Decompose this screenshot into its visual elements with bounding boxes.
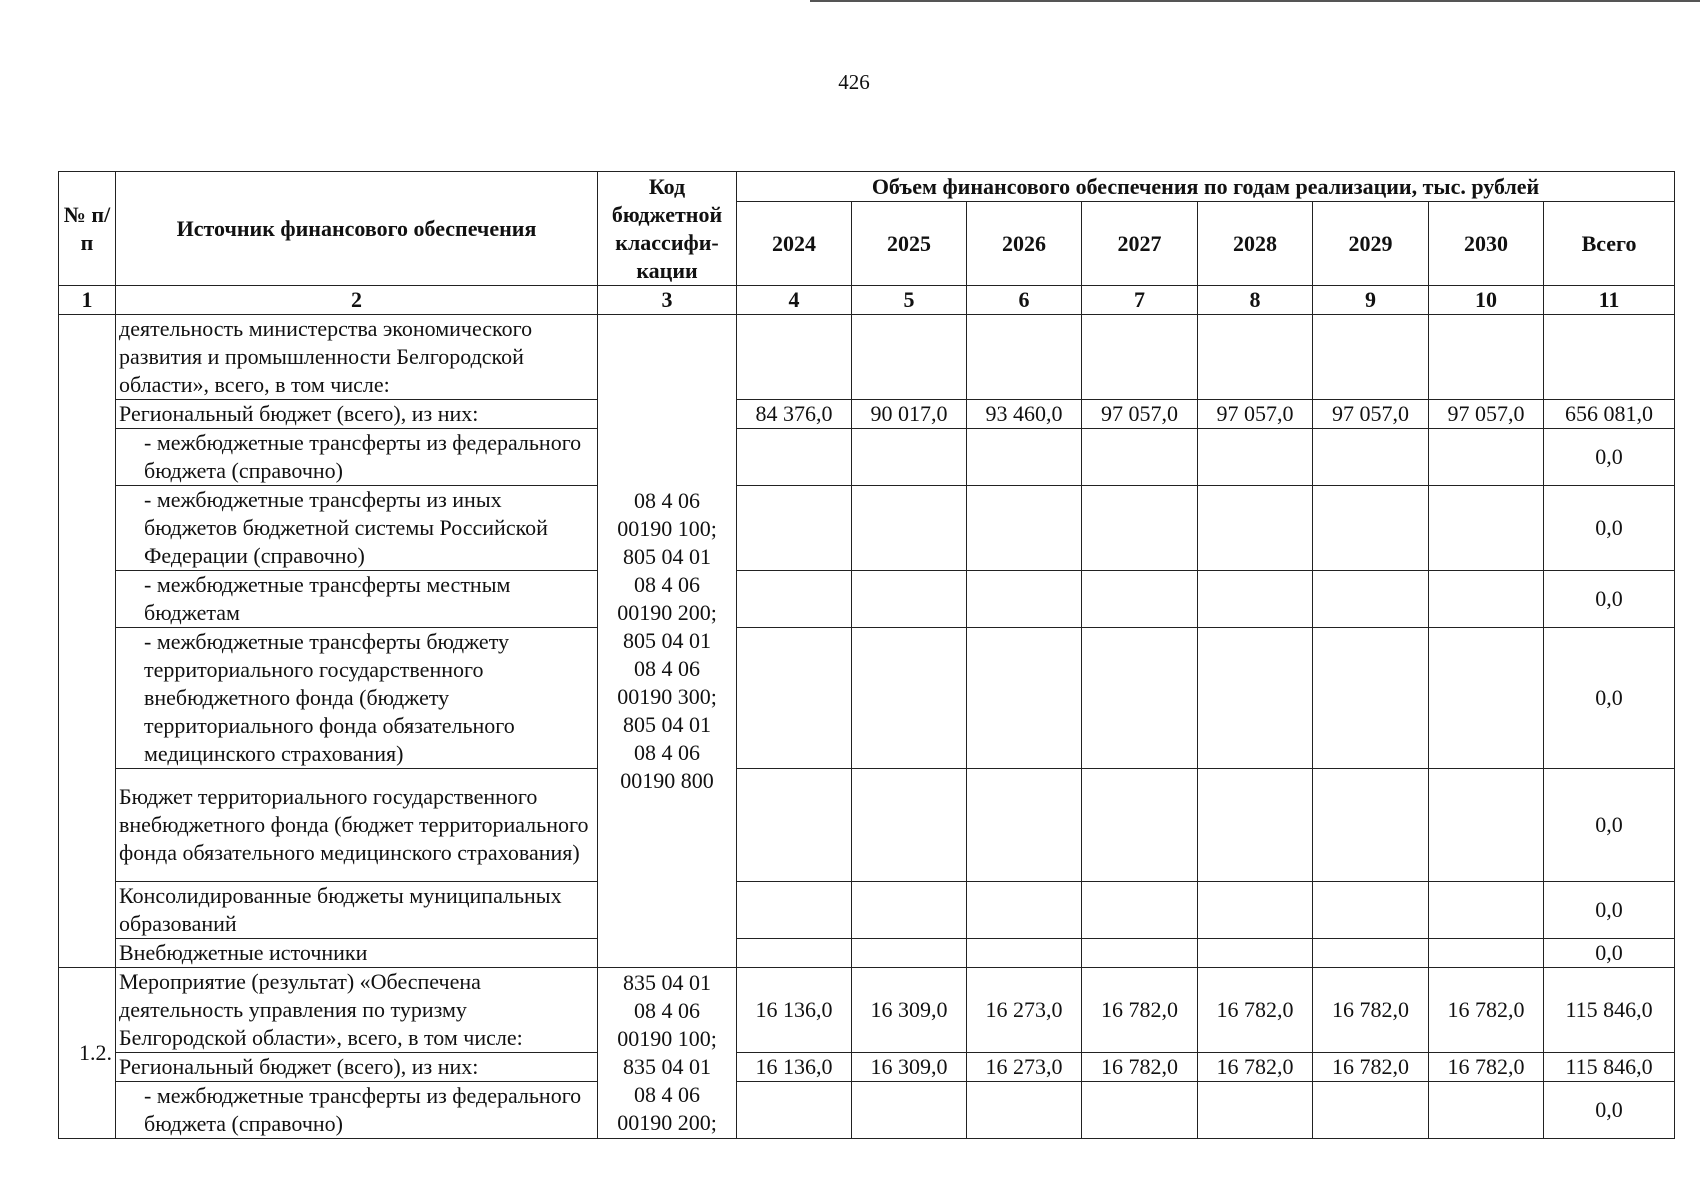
budget-code-line: 08 4 06 — [634, 488, 700, 513]
value-cell: 93 460,0 — [967, 400, 1082, 429]
value-cell — [1198, 571, 1313, 628]
budget-code-line: 805 04 01 — [623, 544, 711, 569]
header-year-2027: 2027 — [1082, 202, 1198, 286]
budget-code-cell — [598, 315, 737, 968]
total-cell: 656 081,0 — [1544, 400, 1675, 429]
value-cell: 16 782,0 — [1429, 968, 1544, 1053]
total-cell: 0,0 — [1544, 882, 1675, 939]
value-cell — [737, 486, 852, 571]
row-source: деятельность министерства экономического развития и промышленности Белгородской области», всего, в том числе: — [116, 315, 598, 400]
value-cell — [852, 939, 967, 968]
value-cell — [1313, 1082, 1429, 1139]
value-cell: 97 057,0 — [1313, 400, 1429, 429]
value-cell: 16 273,0 — [967, 1053, 1082, 1082]
value-cell — [1082, 315, 1198, 400]
total-cell: 0,0 — [1544, 628, 1675, 769]
value-cell — [967, 769, 1082, 882]
value-cell — [852, 1082, 967, 1139]
row-source: Бюджет территориального государственного внебюджетного фонда (бюджет территориального фонда обязательного медицинского страхования) — [116, 769, 598, 882]
table-row — [59, 939, 1675, 968]
total-cell: 0,0 — [1544, 939, 1675, 968]
value-cell — [1082, 486, 1198, 571]
value-cell: 97 057,0 — [1082, 400, 1198, 429]
value-cell: 16 782,0 — [1429, 1053, 1544, 1082]
header-row-1 — [59, 172, 1675, 202]
value-cell — [1313, 882, 1429, 939]
total-cell: 115 846,0 — [1544, 968, 1675, 1053]
table-row — [59, 769, 1675, 882]
table-row — [59, 429, 1675, 486]
table-row — [59, 486, 1675, 571]
row-num: 1.2. — [59, 968, 116, 1139]
value-cell — [967, 315, 1082, 400]
value-cell — [1082, 429, 1198, 486]
col-number: 2 — [116, 286, 598, 315]
value-cell — [737, 315, 852, 400]
header-source: Источник финансового обеспечения — [116, 172, 598, 286]
table-row — [59, 315, 1675, 400]
budget-code-line: 00190 200; — [617, 600, 717, 625]
row-source: Региональный бюджет (всего), из них: — [116, 1053, 598, 1082]
header-year-2026: 2026 — [967, 202, 1082, 286]
header-year-2030: 2030 — [1429, 202, 1544, 286]
value-cell — [852, 486, 967, 571]
total-cell: 115 846,0 — [1544, 1053, 1675, 1082]
value-cell — [1313, 939, 1429, 968]
value-cell — [1429, 939, 1544, 968]
value-cell — [1313, 486, 1429, 571]
value-cell — [1429, 486, 1544, 571]
value-cell — [1198, 1082, 1313, 1139]
col-number: 5 — [852, 286, 967, 315]
value-cell — [737, 939, 852, 968]
value-cell — [1429, 628, 1544, 769]
header-volume: Объем финансового обеспечения по годам реализации, тыс. рублей — [737, 172, 1675, 202]
row-source: Региональный бюджет (всего), из них: — [116, 400, 598, 429]
value-cell — [1429, 769, 1544, 882]
value-cell: 90 017,0 — [852, 400, 967, 429]
value-cell — [967, 486, 1082, 571]
value-cell: 97 057,0 — [1198, 400, 1313, 429]
value-cell: 84 376,0 — [737, 400, 852, 429]
value-cell: 16 309,0 — [852, 1053, 967, 1082]
value-cell — [737, 1082, 852, 1139]
value-cell — [1313, 315, 1429, 400]
value-cell — [852, 429, 967, 486]
value-cell: 97 057,0 — [1429, 400, 1544, 429]
value-cell — [852, 315, 967, 400]
value-cell — [737, 429, 852, 486]
table-row — [59, 571, 1675, 628]
col-number: 3 — [598, 286, 737, 315]
total-cell: 0,0 — [1544, 769, 1675, 882]
value-cell — [852, 571, 967, 628]
budget-code-line: 00190 100; — [617, 1026, 717, 1051]
budget-code-cell — [598, 968, 737, 1139]
value-cell — [737, 769, 852, 882]
value-cell — [852, 628, 967, 769]
value-cell — [1082, 939, 1198, 968]
header-year-2025: 2025 — [852, 202, 967, 286]
table-row — [59, 882, 1675, 939]
value-cell — [1198, 939, 1313, 968]
row-source: Мероприятие (результат) «Обеспечена деятельность управления по туризму Белгородской области», всего, в том числе: — [116, 968, 598, 1053]
budget-code-line: 00190 300; — [617, 684, 717, 709]
col-number: 9 — [1313, 286, 1429, 315]
value-cell — [1313, 769, 1429, 882]
value-cell — [1198, 315, 1313, 400]
budget-code-line: 835 04 01 — [623, 1054, 711, 1079]
total-cell: 0,0 — [1544, 1082, 1675, 1139]
value-cell — [852, 882, 967, 939]
header-total: Всего — [1544, 202, 1675, 286]
header-year-2029: 2029 — [1313, 202, 1429, 286]
row-source: Консолидированные бюджеты муниципальных образований — [116, 882, 598, 939]
value-cell: 16 273,0 — [967, 968, 1082, 1053]
total-cell: 0,0 — [1544, 571, 1675, 628]
budget-code-line: 805 04 01 — [623, 628, 711, 653]
col-number: 7 — [1082, 286, 1198, 315]
value-cell — [1429, 571, 1544, 628]
value-cell — [737, 628, 852, 769]
value-cell — [1198, 628, 1313, 769]
top-rule — [810, 0, 1700, 2]
budget-code-line: 835 04 01 — [623, 970, 711, 995]
value-cell — [1082, 882, 1198, 939]
table-row — [59, 1053, 1675, 1082]
value-cell — [1429, 882, 1544, 939]
col-number: 6 — [967, 286, 1082, 315]
value-cell: 16 782,0 — [1313, 968, 1429, 1053]
row-source: - межбюджетные трансферты из федерального бюджета (справочно) — [116, 1082, 598, 1139]
value-cell — [1082, 571, 1198, 628]
row-source: - межбюджетные трансферты местным бюджетам — [116, 571, 598, 628]
value-cell — [737, 882, 852, 939]
row-source: - межбюджетные трансферты из иных бюджетов бюджетной системы Российской Федерации (справочно) — [116, 486, 598, 571]
value-cell — [1198, 882, 1313, 939]
page-number: 426 — [838, 70, 870, 94]
header-num: № п/п — [59, 172, 116, 286]
total-cell: 0,0 — [1544, 486, 1675, 571]
value-cell — [967, 939, 1082, 968]
budget-code-line: 08 4 06 — [634, 998, 700, 1023]
row-source: - межбюджетные трансферты бюджету территориального государственного внебюджетного фонда (бюджету территориального фонда обязательного медицинского страхования) — [116, 628, 598, 769]
value-cell — [967, 1082, 1082, 1139]
col-number: 10 — [1429, 286, 1544, 315]
value-cell — [1198, 769, 1313, 882]
value-cell — [1313, 628, 1429, 769]
row-num — [59, 315, 116, 968]
value-cell: 16 782,0 — [1082, 1053, 1198, 1082]
value-cell: 16 782,0 — [1082, 968, 1198, 1053]
value-cell — [967, 882, 1082, 939]
budget-code-line: 08 4 06 — [634, 740, 700, 765]
value-cell: 16 309,0 — [852, 968, 967, 1053]
value-cell — [1429, 429, 1544, 486]
finance-table — [58, 171, 1675, 1139]
value-cell: 16 136,0 — [737, 1053, 852, 1082]
total-cell — [1544, 315, 1675, 400]
value-cell — [967, 571, 1082, 628]
value-cell — [852, 769, 967, 882]
value-cell: 16 782,0 — [1313, 1053, 1429, 1082]
value-cell — [967, 628, 1082, 769]
row-source: - межбюджетные трансферты из федерального бюджета (справочно) — [116, 429, 598, 486]
col-number: 11 — [1544, 286, 1675, 315]
total-cell: 0,0 — [1544, 429, 1675, 486]
table-row — [59, 628, 1675, 769]
budget-code-line: 00190 200; — [617, 1110, 717, 1135]
value-cell — [1313, 571, 1429, 628]
table-row — [59, 1082, 1675, 1139]
budget-code-line: 805 04 01 — [623, 712, 711, 737]
value-cell — [1429, 1082, 1544, 1139]
value-cell: 16 782,0 — [1198, 968, 1313, 1053]
value-cell — [1429, 315, 1544, 400]
row-source: Внебюджетные источники — [116, 939, 598, 968]
col-number: 8 — [1198, 286, 1313, 315]
value-cell: 16 782,0 — [1198, 1053, 1313, 1082]
value-cell — [737, 571, 852, 628]
budget-code-line: 08 4 06 — [634, 572, 700, 597]
col-number: 1 — [59, 286, 116, 315]
budget-code-line: 08 4 06 — [634, 1082, 700, 1107]
table-row — [59, 400, 1675, 429]
table-row — [59, 968, 1675, 1053]
budget-code-line: 00190 800 — [620, 768, 714, 793]
value-cell — [1198, 429, 1313, 486]
col-number: 4 — [737, 286, 852, 315]
column-number-row — [59, 286, 1675, 315]
header-code: Код бюджетной классифи- кации — [598, 172, 737, 286]
header-year-2024: 2024 — [737, 202, 852, 286]
value-cell — [967, 429, 1082, 486]
budget-code-line: 08 4 06 — [634, 656, 700, 681]
value-cell — [1082, 628, 1198, 769]
value-cell — [1082, 769, 1198, 882]
value-cell: 16 136,0 — [737, 968, 852, 1053]
budget-code-line: 00190 100; — [617, 516, 717, 541]
value-cell — [1198, 486, 1313, 571]
value-cell — [1082, 1082, 1198, 1139]
value-cell — [1313, 429, 1429, 486]
header-year-2028: 2028 — [1198, 202, 1313, 286]
